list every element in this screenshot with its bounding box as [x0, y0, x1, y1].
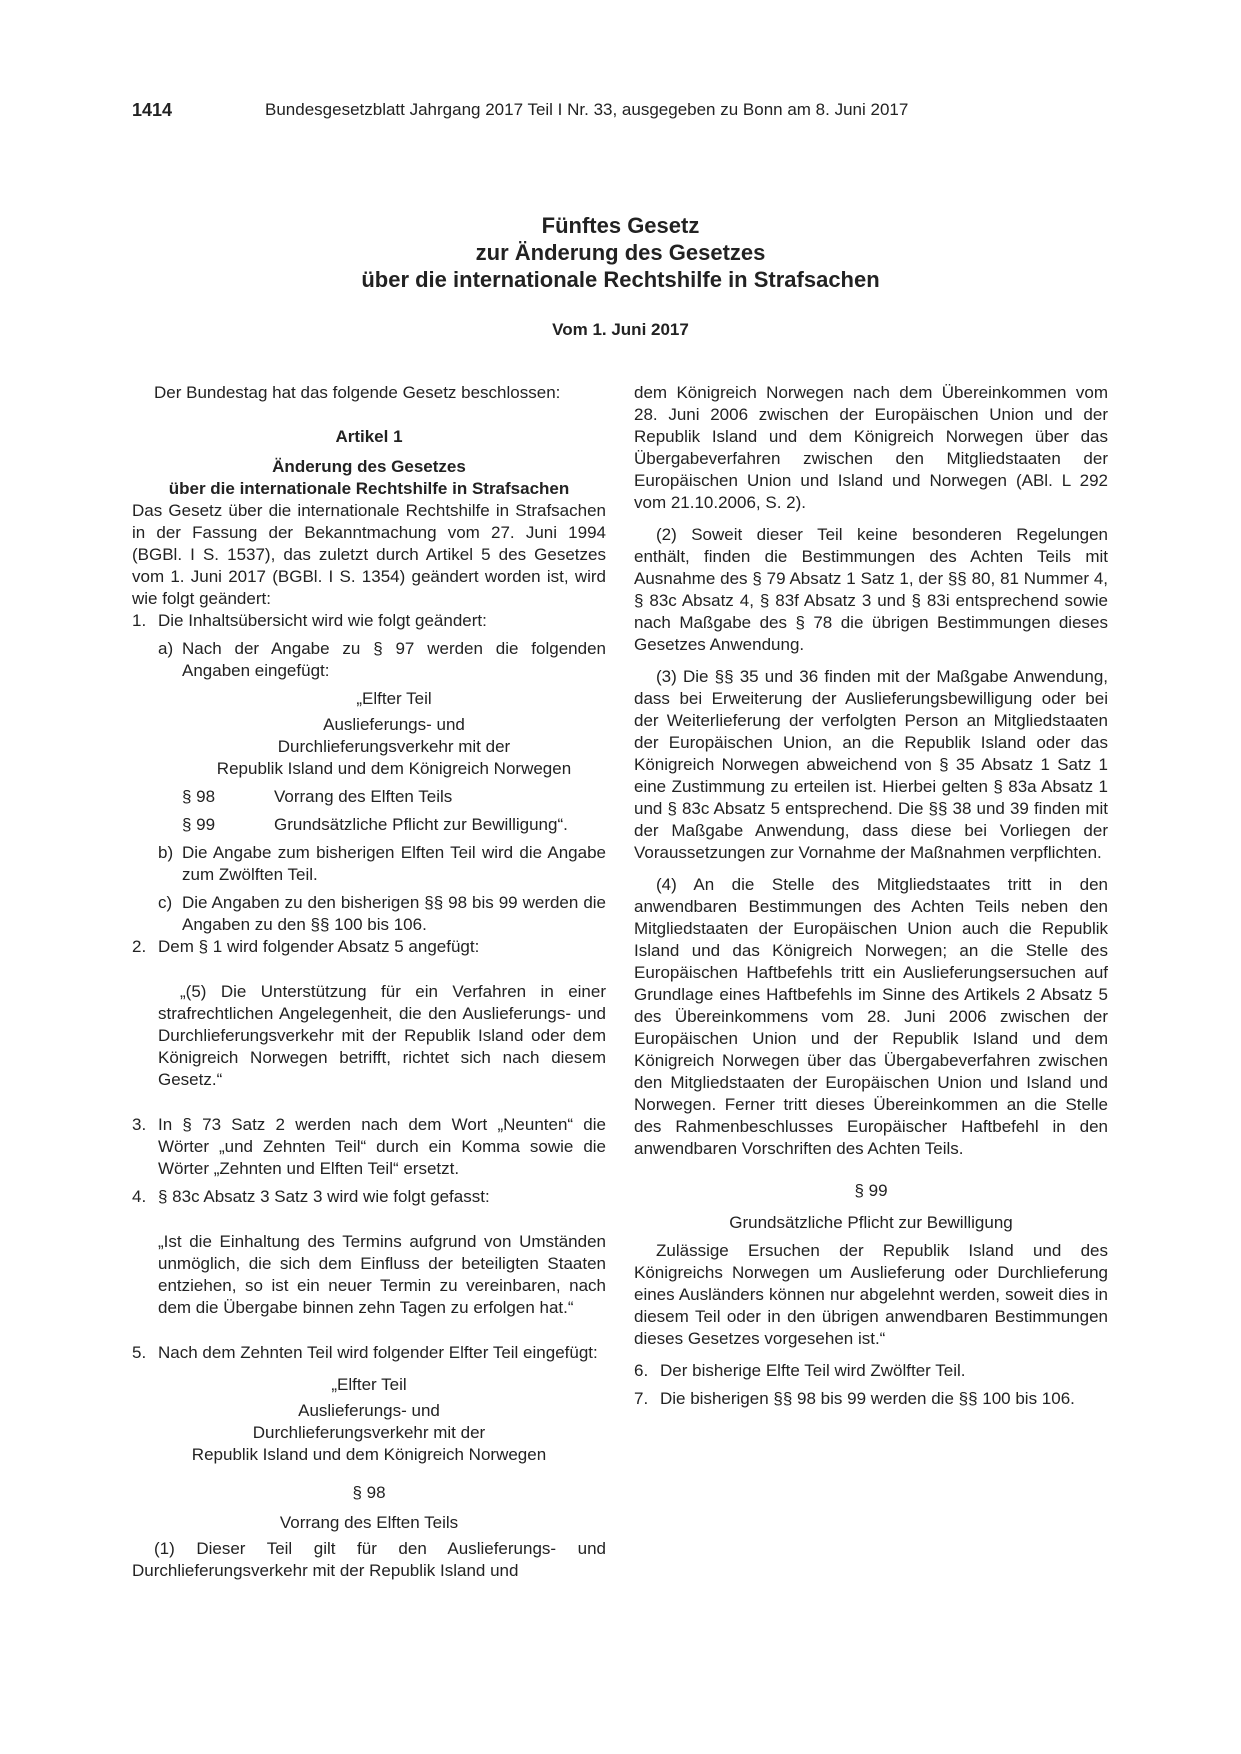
list-item	[132, 610, 606, 632]
sub-item	[158, 842, 606, 886]
toc-title-3: Republik Island und dem Königreich Norwegen	[216, 759, 572, 778]
section-99-heading: § 99	[854, 1181, 888, 1200]
page-header	[132, 100, 1109, 124]
title-line-3: über die internationale Rechtshilfe in Strafsachen	[361, 267, 880, 292]
item-text: Nach dem Zehnten Teil wird folgender Elfter Teil eingefügt:	[158, 1343, 598, 1362]
toc-entry	[182, 814, 606, 836]
item-number: 6.	[634, 1361, 649, 1380]
sub-item-letter: a)	[158, 639, 174, 658]
section-98-paragraph-1-continued: dem Königreich Norwegen nach dem Übereinkommen vom 28. Juni 2006 zwischen der Europäischen Union und der Republik Island und dem Königreich Norwegen über das Übergabeverfahren zwischen den Mitgliedstaaten der Europäischen Union und Island und Norwegen (ABl. L 292 vom 21.10.2006, S. 2).	[634, 383, 1108, 512]
item-number: 1.	[132, 611, 147, 630]
item-text: Der bisherige Elfte Teil wird Zwölfter Teil.	[660, 1361, 966, 1380]
item-number: 5.	[132, 1343, 147, 1362]
part-heading: „Elfter Teil	[331, 1375, 407, 1394]
part-title-1: Auslieferungs- und	[298, 1401, 440, 1420]
section-98-paragraph-1: (1) Dieser Teil gilt für den Auslieferungs- und Durchlieferungsverkehr mit der Republik Island und	[132, 1539, 606, 1580]
right-column	[634, 382, 1108, 1410]
sub-item-letter: b)	[158, 843, 174, 862]
toc-section-title: Grundsätzliche Pflicht zur Bewilligung“.	[274, 815, 568, 834]
toc-section-title: Vorrang des Elften Teils	[274, 787, 453, 806]
enactment-intro: Der Bundestag hat das folgende Gesetz beschlossen:	[154, 383, 561, 402]
section-99-paragraph: Zulässige Ersuchen der Republik Island und des Königreichs Norwegen um Auslieferung oder Durchlieferung eines Ausländers können nur abgelehnt werden, soweit dies in diesem Teil oder in den übrigen anwendbaren Bestimmungen dieses Gesetzes vorgesehen ist.“	[634, 1241, 1108, 1348]
sub-item-text: Nach der Angabe zu § 97 werden die folgenden Angaben eingefügt:	[182, 639, 606, 680]
section-99-title: Grundsätzliche Pflicht zur Bewilligung	[729, 1213, 1013, 1232]
toc-title-1: Auslieferungs- und	[323, 715, 465, 734]
toc-part: „Elfter Teil	[356, 689, 432, 708]
item-number: 2.	[132, 937, 147, 956]
article-intro: Das Gesetz über die internationale Rechtshilfe in Strafsachen in der Fassung der Bekanntmachung vom 27. Juni 1994 (BGBl. I S. 1537), das zuletzt durch Artikel 5 des Gesetzes vom 1. Juni 2017 (BGBl. I S. 1354) geändert worden ist, wird wie folgt geändert:	[132, 501, 606, 608]
item-text: Die Inhaltsübersicht wird wie folgt geändert:	[158, 611, 487, 630]
list-item	[634, 1360, 1108, 1382]
law-date: Vom 1. Juni 2017	[552, 320, 689, 339]
list-item	[132, 1114, 606, 1180]
list-item	[132, 1342, 606, 1364]
toc-section-number: § 99	[182, 815, 216, 834]
item-number: 4.	[132, 1187, 147, 1206]
item-text: Dem § 1 wird folgender Absatz 5 angefügt:	[158, 937, 480, 956]
list-item	[132, 936, 606, 958]
section-98-paragraph-4: (4) An die Stelle des Mitgliedstaates tritt in den anwendbaren Bestimmungen des Achten Teils neben den Mitgliedstaaten der Europäischen Union auch die Republik Island und das Königreich Norwegen; an die Stelle des Europäischen Haftbefehls tritt ein Auslieferungsersuchen auf Grundlage eines Haftbefehls im Sinne des Artikels 2 Absatz 5 des Übereinkommens vom 28. Juni 2006 zwischen der Europäischen Union und der Republik Island und dem Königreich Norwegen über das Übergabeverfahren zwischen den Mitgliedstaaten der Europäischen Union und Island und Norwegen. Ferner tritt dieses Übereinkommen an die Stelle des Rahmenbeschlusses Europäischer Haftbefehl in den anwendbaren Vorschriften des Achten Teils.	[634, 875, 1108, 1158]
sub-item-text: Die Angaben zu den bisherigen §§ 98 bis 99 werden die Angaben zu den §§ 100 bis 106.	[182, 893, 606, 934]
title-line-2: zur Änderung des Gesetzes	[475, 240, 766, 265]
title-line-1: Fünftes Gesetz	[541, 213, 700, 238]
item-text: In § 73 Satz 2 werden nach dem Wort „Neunten“ die Wörter „und Zehnten Teil“ durch ein Komma sowie die Wörter „Zehnten und Elften Teil“ ersetzt.	[158, 1115, 606, 1178]
toc-section-number: § 98	[182, 787, 216, 806]
toc-title-2: Durchlieferungsverkehr mit der	[277, 737, 511, 756]
article-heading: Artikel 1	[335, 427, 403, 446]
law-title	[0, 212, 1241, 293]
sub-item	[158, 892, 606, 936]
item-number: 3.	[132, 1115, 147, 1134]
list-item	[634, 1388, 1108, 1410]
part-title-2: Durchlieferungsverkehr mit der	[252, 1423, 486, 1442]
section-98-paragraph-2: (2) Soweit dieser Teil keine besonderen Regelungen enthält, finden die Bestimmungen des Achten Teils mit Ausnahme des § 79 Absatz 1 Satz 1, der §§ 80, 81 Nummer 4, § 83c Absatz 4, § 83f Absatz 3 und § 83i entsprechend sowie nach Maßgabe des § 78 die übrigen Bestimmungen dieses Gesetzes Anwendung.	[634, 525, 1108, 654]
sub-item	[158, 638, 606, 682]
article-title-1: Änderung des Gesetzes	[272, 457, 466, 476]
sub-item-letter: c)	[158, 893, 173, 912]
section-98-heading: § 98	[352, 1483, 386, 1502]
sub-item-text: Die Angabe zum bisherigen Elften Teil wird die Angabe zum Zwölften Teil.	[182, 843, 606, 884]
section-98-paragraph-3: (3) Die §§ 35 und 36 finden mit der Maßgabe Anwendung, dass bei Erweiterung der Auslieferungsbewilligung oder bei der Weiterlieferung der verfolgten Person an Mitgliedstaaten der Europäischen Union, an die Republik Island oder das Königreich Norwegen abweichend von § 35 Absatz 1 Satz 1 eine Zustimmung zu erteilen ist. Hierbei gelten § 83a Absatz 1 und § 83c Absatz 5 entsprechend. Die §§ 38 und 39 finden mit der Maßgabe Anwendung, dass diese bei Vorliegen der Voraussetzungen zur Vornahme der Maßnahmen verpflichten.	[634, 667, 1108, 862]
part-title-3: Republik Island und dem Königreich Norwegen	[191, 1445, 547, 1464]
running-title: Bundesgesetzblatt Jahrgang 2017 Teil I Nr. 33, ausgegeben zu Bonn am 8. Juni 2017	[265, 100, 909, 119]
article-title-2: über die internationale Rechtshilfe in Strafsachen	[168, 479, 570, 498]
inserted-sentence: „Ist die Einhaltung des Termins aufgrund von Umständen unmöglich, die sich dem Einfluss der beteiligten Staaten entziehen, so ist ein neuer Termin zu vereinbaren, nach dem die Übergabe binnen zehn Tagen zu erfolgen hat.“	[158, 1232, 606, 1317]
inserted-paragraph: „(5) Die Unterstützung für ein Verfahren in einer strafrechtlichen Angelegenheit, die den Auslieferungs- und Durchlieferungsverkehr mit der Republik Island oder dem Königreich Norwegen betrifft, richtet sich nach diesem Gesetz.“	[158, 982, 606, 1089]
toc-entry	[182, 786, 606, 808]
left-column	[132, 382, 606, 1582]
item-text: Die bisherigen §§ 98 bis 99 werden die §§ 100 bis 106.	[660, 1389, 1075, 1408]
section-98-title: Vorrang des Elften Teils	[279, 1513, 459, 1532]
item-text: § 83c Absatz 3 Satz 3 wird wie folgt gefasst:	[158, 1187, 490, 1206]
page-number: 1414	[132, 100, 173, 120]
item-number: 7.	[634, 1389, 649, 1408]
list-item	[132, 1186, 606, 1208]
